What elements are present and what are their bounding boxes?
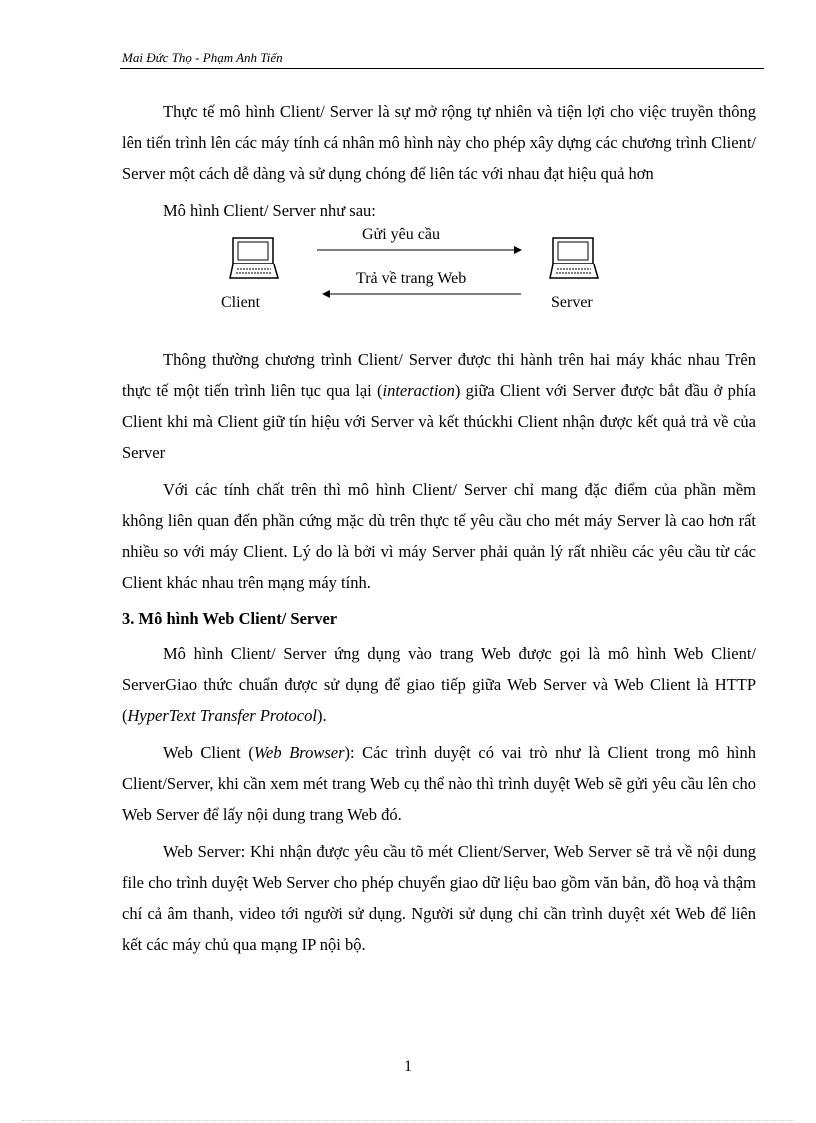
- page-header: [120, 50, 764, 69]
- text-run: ): Các trình duyệt có vai trò như là Client trong mô hình Client/Server, khi cần xem mét trang Web cụ thể nào thì trình duyệt Web sẽ gửi yêu cầu lên cho Web Server để lấy nội dung trang Web đó.: [122, 743, 756, 824]
- paragraph-intro: Thực tế mô hình Client/ Server là sự mở rộng tự nhiên và tiện lợi cho việc truyền thông lên tiến trình lên các máy tính cá nhân mô hình này cho phép xây dựng các chương trình Client/ Server một cách dễ dàng và sử dụng chóng để liên tác với nhau đạt hiệu quả hơn: [122, 102, 756, 183]
- paragraph-model-caption: Mô hình Client/ Server như sau:: [163, 201, 376, 220]
- text-run: Web Client (: [163, 743, 254, 762]
- paragraph-interaction: [122, 344, 756, 468]
- footer-divider: [22, 1120, 794, 1121]
- client-server-diagram: [122, 226, 756, 338]
- text-run: Mô hình Client/ Server ứng dụng vào trang Web được gọi là mô hình Web Client/ ServerGiao thức chuẩn được sử dụng để giao tiếp giữa Web Server và Web Client là HTTP (: [122, 644, 756, 725]
- paragraph-web-client: [122, 737, 756, 830]
- document-body: [122, 96, 756, 966]
- italic-term: HyperText Transfer Protocol: [127, 706, 317, 725]
- server-label: Server: [551, 294, 593, 311]
- page-number: 1: [404, 1058, 412, 1075]
- text-run: ) giữa Client với Server được bắt đầu ở phía Client khi mà Client giữ tín hiệu với Server và kết thúckhi Client nhận được kết quả trả về của Server: [122, 381, 757, 462]
- request-label: Gửi yêu cầu: [362, 226, 440, 243]
- italic-term: interaction: [382, 381, 455, 400]
- response-label: Trả về trang Web: [356, 270, 467, 287]
- text-run: Thông thường chương trình Client/ Server được thi hành trên hai máy khác nhau Trên thực tế một tiến trình liên tục qua lại (: [122, 350, 756, 400]
- paragraph-web-model: [122, 638, 756, 731]
- client-label: Client: [221, 294, 261, 311]
- header-authors: Mai Đức Thọ - Phạm Anh Tiến: [122, 50, 283, 65]
- text-run: ).: [316, 706, 327, 725]
- server-computer-icon: [550, 238, 598, 278]
- paragraph-characteristics: Với các tính chất trên thì mô hình Client/ Server chỉ mang đặc điểm của phần mềm không liên quan đến phần cứng mặc dù trên thực tế yêu cầu cho mét máy Server là cao hơn rất nhiều so với máy Client. Lý do là bởi vì máy Server phải quản lý rất nhiều các yêu cầu từ các Client khác nhau trên mạng máy tính.: [122, 480, 756, 592]
- italic-term: Web Browser: [253, 743, 345, 762]
- section-heading: 3. Mô hình Web Client/ Server: [122, 609, 338, 628]
- paragraph-web-server: Web Server: Khi nhận được yêu cầu tõ mét Client/Server, Web Server sẽ trả về nội dung file cho trình duyệt Web Server cho phép chuyển giao dữ liệu bao gồm văn bản, đồ hoạ và thậm chí cả âm thanh, video tới người sử dụng. Người sử dụng chỉ cần trình duyệt xét Web để liên kết các máy chủ qua mạng IP nội bộ.: [122, 842, 756, 954]
- client-computer-icon: [230, 238, 278, 278]
